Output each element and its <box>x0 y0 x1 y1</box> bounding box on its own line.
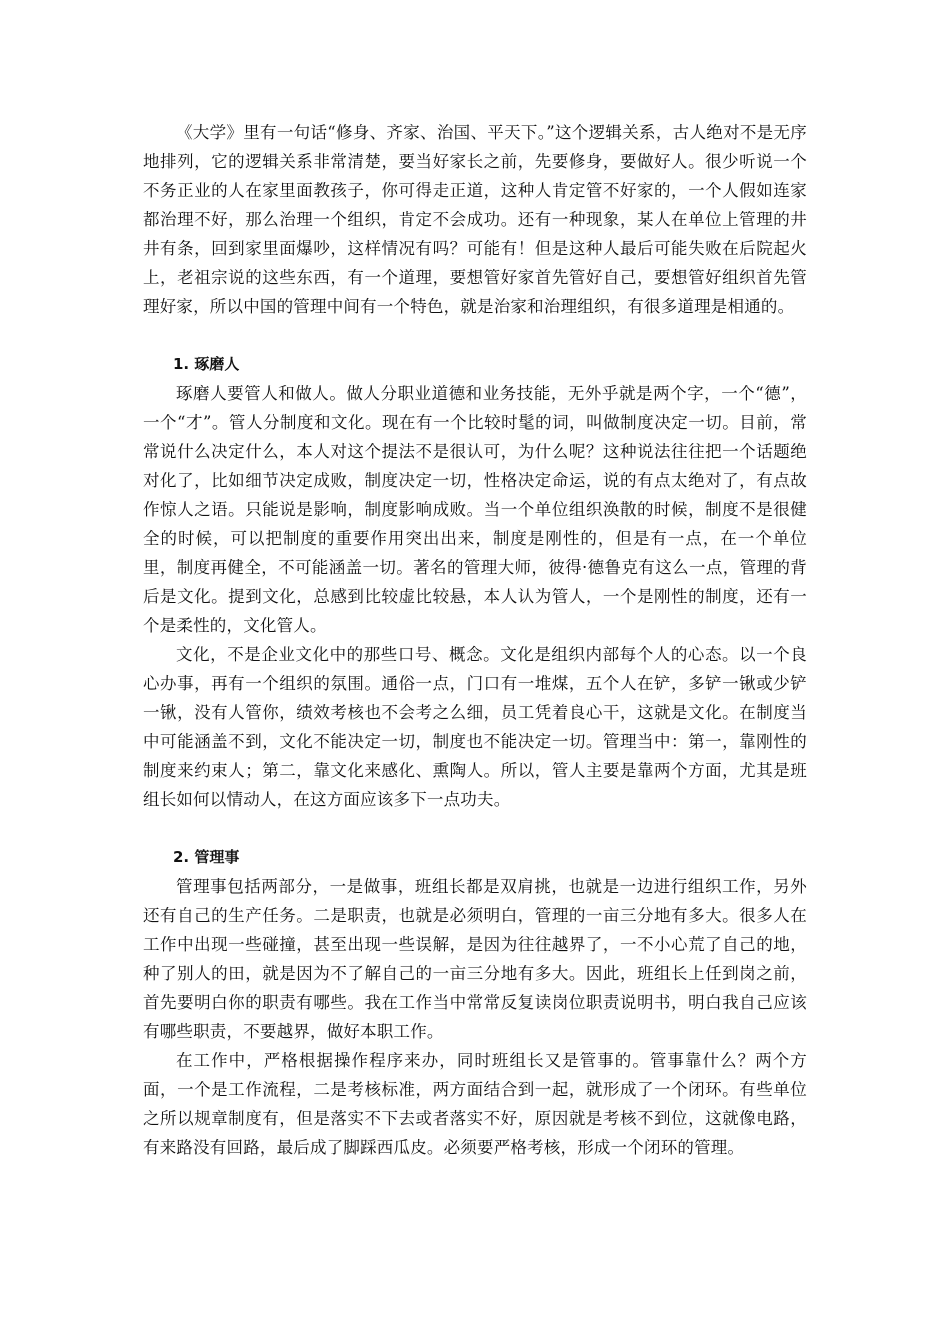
body-paragraph: 文化，不是企业文化中的那些口号、概念。文化是组织内部每个人的心态。以一个良心办事，再有一个组织的氛围。通俗一点，门口有一堆煤，五个人在铲，多铲一锹或少铲一锹，没有人管你，绩效考核也不会考之么细，员工凭着良心干，这就是文化。在制度当中可能涵盖不到，文化不能决定一切，制度也不能决定一切。管理当中：第一，靠刚性的制度来约束人；第二，靠文化来感化、熏陶人。所以，管人主要是靠两个方面，尤其是班组长如何以情动人，在这方面应该多下一点功夫。 <box>143 645 807 809</box>
section-heading: 2. 管理事 <box>173 848 240 866</box>
section-guanli-shi <box>143 843 807 1162</box>
section-heading: 1. 琢磨人 <box>173 355 240 373</box>
section-zhuomo-ren <box>143 350 807 814</box>
intro-paragraph: 《大学》里有一句话“修身、齐家、治国、平天下。”这个逻辑关系，古人绝对不是无序地排列，它的逻辑关系非常清楚，要当好家长之前，先要修身，要做好人。很少听说一个不务正业的人在家里面教孩子，你可得走正道，这种人肯定管不好家的，一个人假如连家都治理不好，那么治理一个组织，肯定不会成功。还有一种现象，某人在单位上管理的井井有条，回到家里面爆吵，这样情况有吗？可能有！但是这种人最后可能失败在后院起火上，老祖宗说的这些东西，有一个道理，要想管好家首先管好自己，要想管好组织首先管理好家，所以中国的管理中间有一个特色，就是治家和治理组织，有很多道理是相通的。 <box>143 123 807 316</box>
body-paragraph: 管理事包括两部分，一是做事，班组长都是双肩挑，也就是一边进行组织工作，另外还有自己的生产任务。二是职责，也就是必须明白，管理的一亩三分地有多大。很多人在工作中出现一些碰撞，甚至出现一些误解，是因为往往越界了，一不小心荒了自己的地，种了别人的田，就是因为不了解自己的一亩三分地有多大。因此，班组长上任到岗之前，首先要明白你的职责有哪些。我在工作当中常常反复读岗位职责说明书，明白我自己应该有哪些职责，不要越界，做好本职工作。 <box>143 877 807 1041</box>
body-paragraph: 琢磨人要管人和做人。做人分职业道德和业务技能，无外乎就是两个字，一个“德”，一个“才”。管人分制度和文化。现在有一个比较时髦的词，叫做制度决定一切。目前，常常说什么决定什么，本人对这个提法不是很认可，为什么呢？这种说法往往把一个话题绝对化了，比如细节决定成败，制度决定一切，性格决定命运，说的有点太绝对了，有点故作惊人之语。只能说是影响，制度影响成败。当一个单位组织涣散的时候，制度不是很健全的时候，可以把制度的重要作用突出出来，制度是刚性的，但是有一点，在一个单位里，制度再健全，不可能涵盖一切。著名的管理大师，彼得·德鲁克有这么一点，管理的背后是文化。提到文化，总感到比较虚比较悬，本人认为管人，一个是刚性的制度，还有一个是柔性的，文化管人。 <box>143 384 807 635</box>
body-paragraph: 在工作中，严格根据操作程序来办，同时班组长又是管事的。管事靠什么？两个方面，一个是工作流程，二是考核标准，两方面结合到一起，就形成了一个闭环。有些单位之所以规章制度有，但是落实不下去或者落实不好，原因就是考核不到位，这就像电路，有来路没有回路，最后成了脚踩西瓜皮。必须要严格考核，形成一个闭环的管理。 <box>143 1051 807 1157</box>
document-page <box>143 118 807 1162</box>
